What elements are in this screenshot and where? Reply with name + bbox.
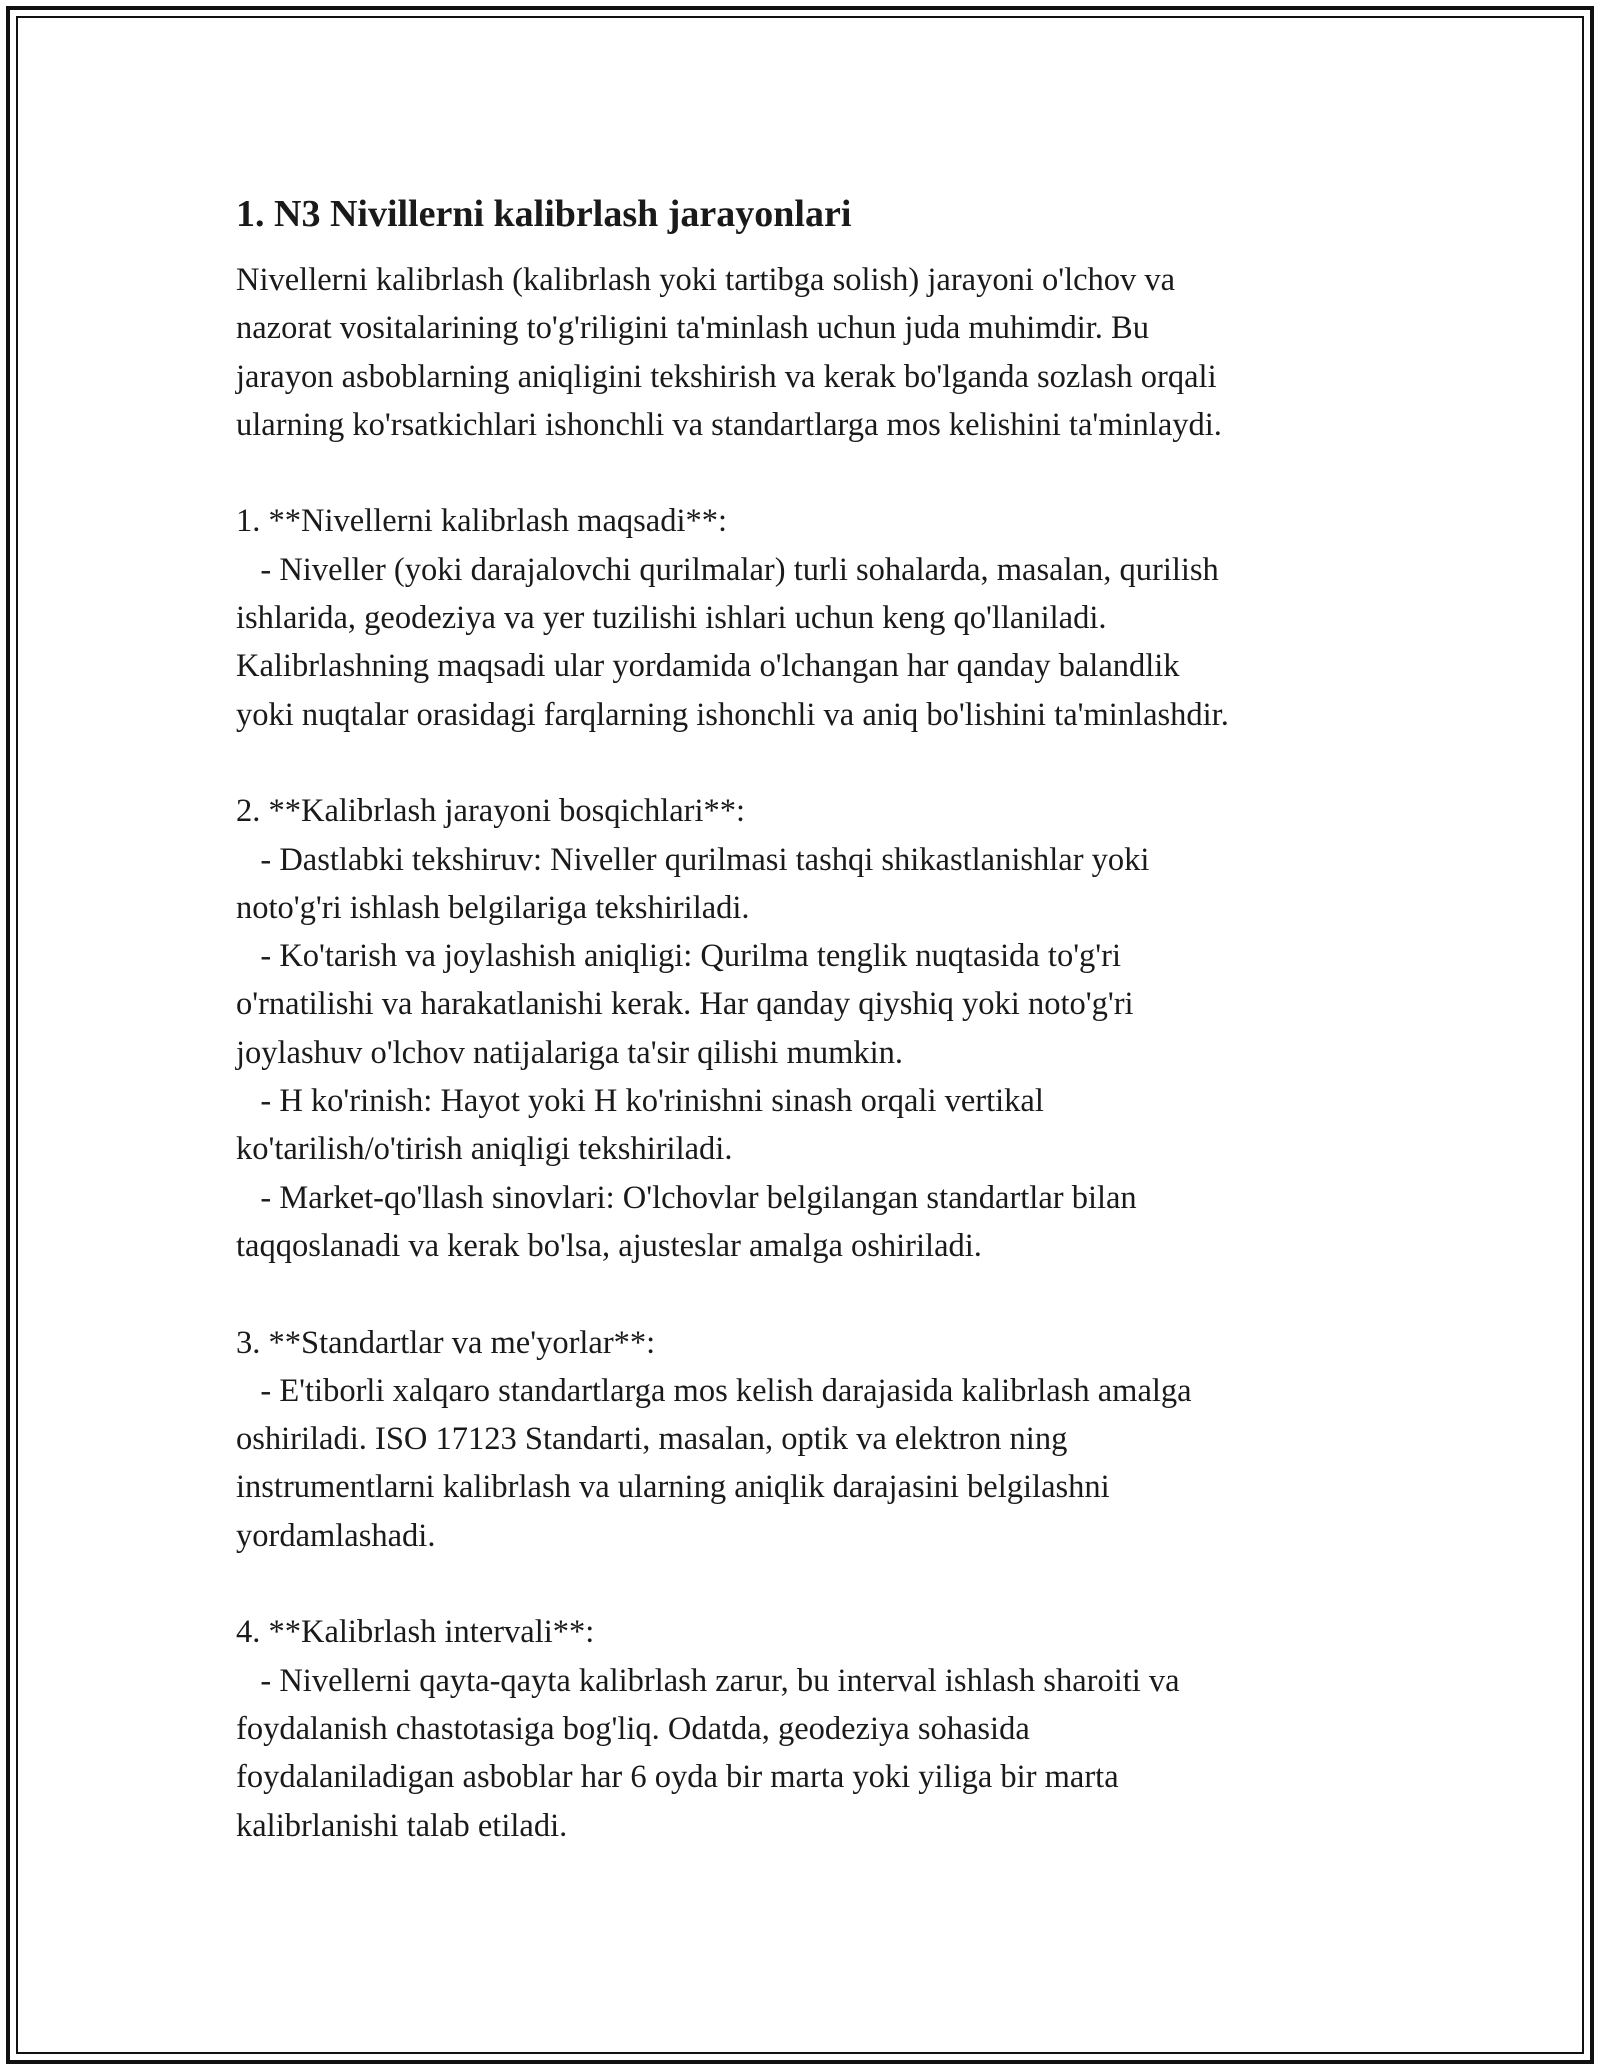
document-body: Nivellerni kalibrlash (kalibrlash yoki tartibga solish) jarayoni o'lchov va nazorat vositalarining to'g'riligini ta'minlash uchun juda muhimdir. Bu jarayon asboblarning aniqligini tekshirish va kerak bo'lganda sozlash orqali ularning ko'rsatkichlari ishonchli va standartlarga mos kelishini ta'minlaydi. 1. **Nivellerni kalibrlash maqsadi**: - Niveller (yoki darajalovchi qurilmalar) turli sohalarda, masalan, qurilish ishlarida, geodeziya va yer tuzilishi ishlari uchun keng qo'llaniladi. Kalibrlashning maqsadi ular yordamida o'lchangan har qanday balandlik yoki nuqtalar orasidagi farqlarning ishonchli va aniq bo'lishini ta'minlashdir. 2. **Kalibrlash jarayoni bosqichlari**: - Dastlabki tekshiruv: Niveller qurilmasi tashqi shikastlanishlar yoki noto'g'ri ishlash belgilariga tekshiriladi. - Ko'tarish va joylashish aniqligi: Qurilma tenglik nuqtasida to'g'ri o'rnatilishi va harakatlanishi kerak. Har qanday qiyshiq yoki noto'g'ri joylashuv o'lchov natijalariga ta'sir qilishi mumkin. - H ko'rinish: Hayot yoki H ko'rinishni sinash orqali vertikal ko'tarilish/o'tirish aniqligi tekshiriladi. - Market-qo'llash sinovlari: O'lchovlar belgilangan standartlar bilan taqqoslanadi va kerak bo'lsa, ajusteslar amalga oshiriladi. 3. **Standartlar va me'yorlar**: - E'tiborli xalqaro standartlarga mos kelish darajasida kalibrlash amalga oshiriladi. ISO 17123 Standarti, masalan, optik va elektron ning instrumentlarni kalibrlash va ularning aniqlik darajasini belgilashni yordamlashadi. 4. **Kalibrlash intervali**: - Nivellerni qayta-qayta kalibrlash zarur, bu interval ishlash sharoiti va foydalanish chastotasiga bog'liq. Odatda, geodeziya sohasida foydalaniladigan asboblar har 6 oyda bir marta yoki yiliga bir marta kalibrlanishi talab etiladi. [236,262,1229,1844]
document-title: 1. N3 Nivillerni kalibrlash jarayonlari [236,193,852,235]
document-content [236,186,1416,1850]
